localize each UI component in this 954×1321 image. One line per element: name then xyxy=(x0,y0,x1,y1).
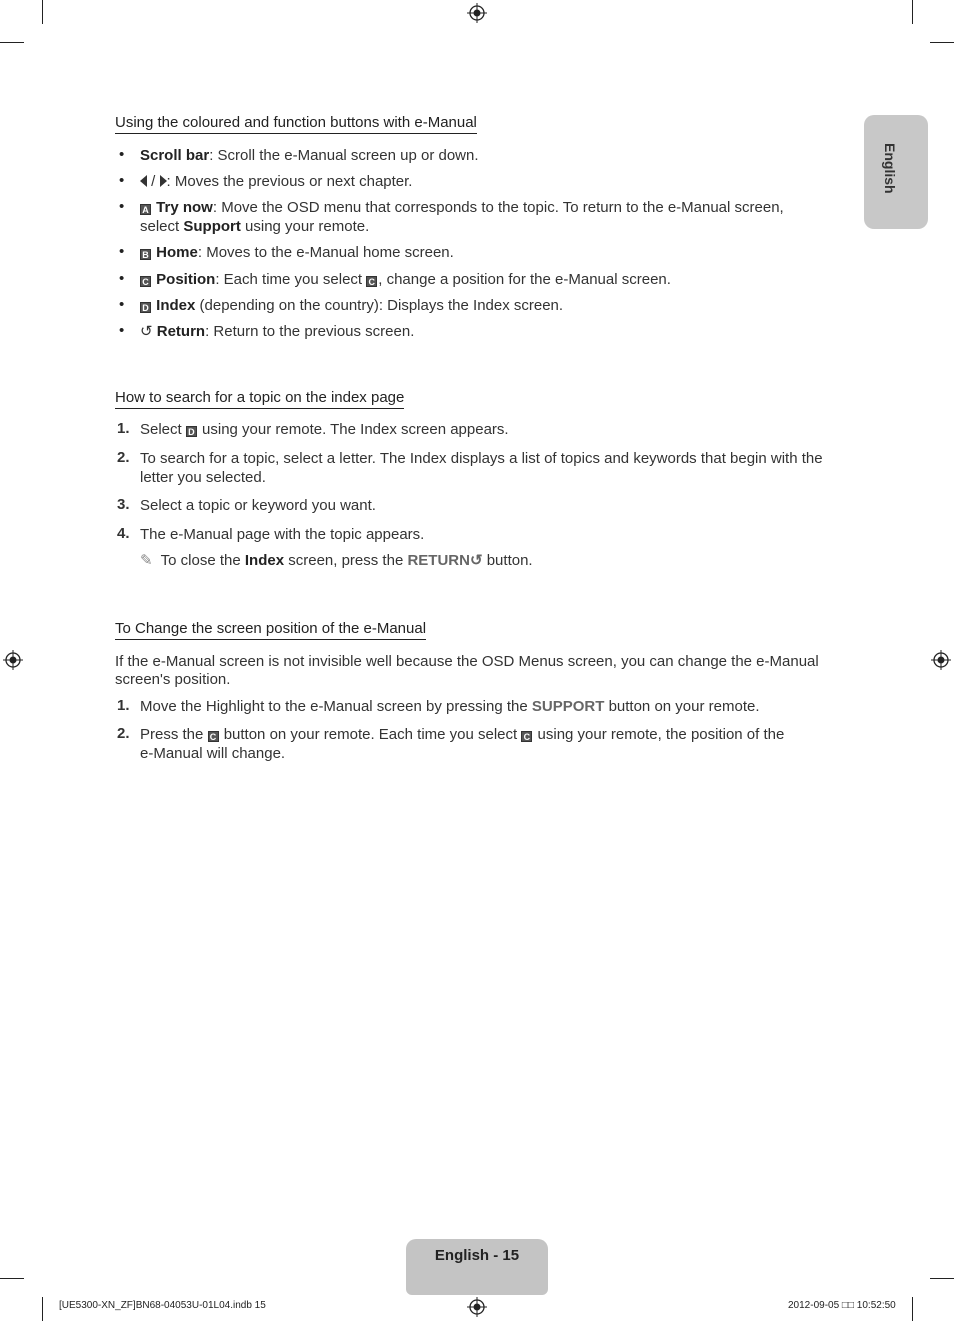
section-heading-screen-position: To Change the screen position of the e-Manual xyxy=(115,620,426,640)
intro-text: If the e-Manual screen is not invisible well because the OSD Menus screen, you can change the e-Manual xyxy=(115,653,819,670)
page-number-tab xyxy=(406,1239,548,1295)
list-item: / : Moves the previous or next chapter. xyxy=(140,172,412,191)
list-item: C Position: Each time you select C , change a position for the e-Manual screen. xyxy=(140,270,671,289)
step-text: The e-Manual page with the topic appears. xyxy=(140,526,425,543)
bullet: • xyxy=(119,296,125,313)
return-icon: ↺ xyxy=(140,323,153,340)
step-text: To search for a topic, select a letter. The Index displays a list of topics and keywords that begin with the xyxy=(140,450,823,467)
list-item: Scroll bar: Scroll the e-Manual screen up or down. xyxy=(140,147,479,164)
note: ✎ To close the Index screen, press the RETURN↺ button. xyxy=(140,552,533,569)
bullet: • xyxy=(119,270,125,287)
step-number: 1. xyxy=(117,697,130,714)
intro-text-continuation: screen's position. xyxy=(115,671,231,688)
side-tab-label: English xyxy=(882,143,898,194)
list-item: B Home: Moves to the e-Manual home screen. xyxy=(140,243,454,262)
list-item: ↺ Return: Return to the previous screen. xyxy=(140,323,415,340)
crop-mark xyxy=(42,1297,43,1321)
crop-mark xyxy=(912,0,913,24)
crop-mark xyxy=(42,0,43,24)
step-number: 3. xyxy=(117,496,130,513)
step-number: 1. xyxy=(117,420,130,437)
step-number: 2. xyxy=(117,725,130,742)
arrow-right-icon xyxy=(160,175,167,187)
bullet: • xyxy=(119,243,125,260)
list-item-continuation: select Support using your remote. xyxy=(140,218,370,235)
c-button-icon: C xyxy=(366,276,377,287)
c-button-icon: C xyxy=(208,731,219,742)
c-button-icon: C xyxy=(140,276,151,287)
step-text: Move the Highlight to the e-Manual screen by pressing the SUPPORT button on your remote. xyxy=(140,698,760,715)
registration-mark-icon xyxy=(931,650,951,670)
crop-mark xyxy=(0,42,24,43)
step-text: Press the C button on your remote. Each time you select C using your remote, the position of the xyxy=(140,726,785,743)
file-info: [UE5300-XN_ZF]BN68-04053U-01L04.indb 15 xyxy=(59,1300,266,1311)
pencil-note-icon: ✎ xyxy=(140,552,153,569)
date-info: 2012-09-05 □□ 10:52:50 xyxy=(788,1300,896,1311)
registration-mark-icon xyxy=(3,650,23,670)
return-icon: ↺ xyxy=(469,552,483,569)
c-button-icon: C xyxy=(521,731,532,742)
d-button-icon: D xyxy=(186,426,197,437)
bullet: • xyxy=(119,146,125,163)
bullet: • xyxy=(119,198,125,215)
step-text-continuation: letter you selected. xyxy=(140,469,266,486)
page-number-label: English - 15 xyxy=(434,1247,520,1264)
crop-mark xyxy=(930,42,954,43)
step-number: 4. xyxy=(117,525,130,542)
crop-mark xyxy=(930,1278,954,1279)
d-button-icon: D xyxy=(140,302,151,313)
step-number: 2. xyxy=(117,449,130,466)
list-item: D Index (depending on the country): Displays the Index screen. xyxy=(140,296,563,315)
step-text: Select D using your remote. The Index screen appears. xyxy=(140,421,509,438)
language-side-tab xyxy=(864,115,928,229)
arrow-left-icon xyxy=(140,175,147,187)
registration-mark-icon xyxy=(467,3,487,23)
crop-mark xyxy=(0,1278,24,1279)
bullet: • xyxy=(119,322,125,339)
section-heading-coloured-buttons: Using the coloured and function buttons with e-Manual xyxy=(115,114,477,134)
b-button-icon: B xyxy=(140,249,151,260)
a-button-icon: A xyxy=(140,204,151,215)
bullet: • xyxy=(119,172,125,189)
section-heading-index-search: How to search for a topic on the index page xyxy=(115,389,404,409)
list-item: A Try now: Move the OSD menu that corresponds to the topic. To return to the e-Manual screen, xyxy=(140,198,784,217)
registration-mark-icon xyxy=(467,1297,487,1317)
step-text-continuation: e-Manual will change. xyxy=(140,745,286,762)
crop-mark xyxy=(912,1297,913,1321)
step-text: Select a topic or keyword you want. xyxy=(140,497,376,514)
